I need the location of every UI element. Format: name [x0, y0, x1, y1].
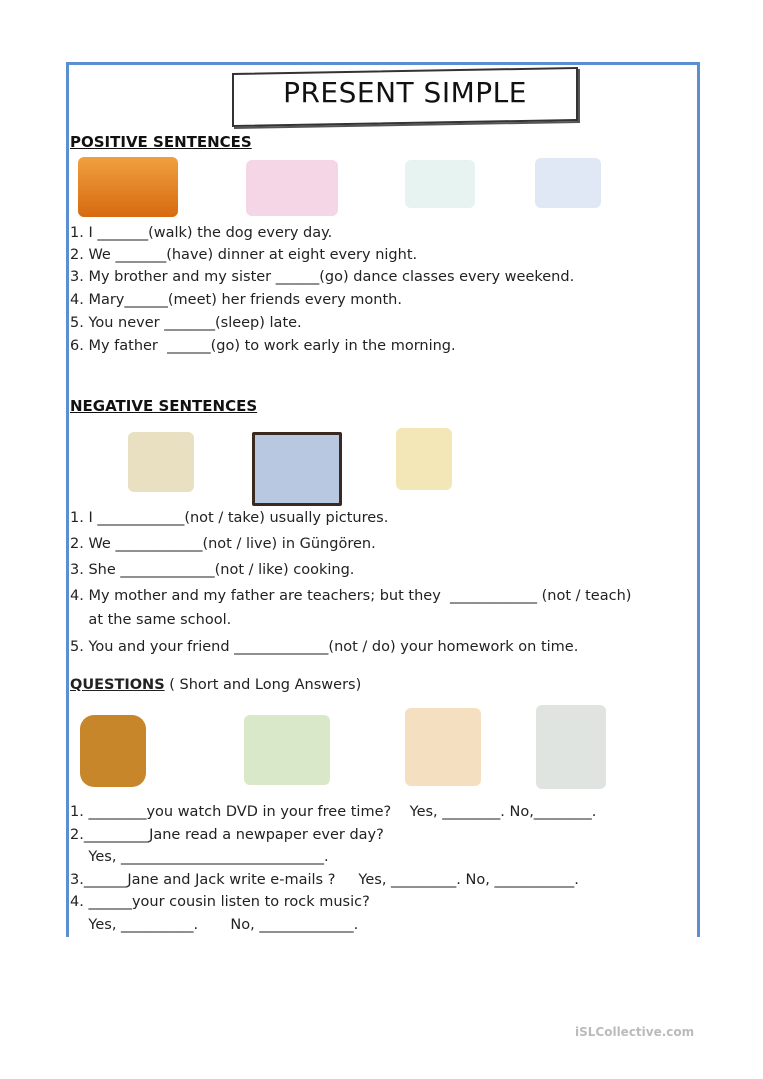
friends-image: [246, 160, 338, 216]
positive-item: 5. You never _______(sleep) late.: [70, 315, 302, 331]
negative-item: 5. You and your friend _____________(not / do) your homework on time.: [70, 639, 579, 655]
negative-heading: NEGATIVE SENTENCES: [70, 397, 258, 415]
page-title: PRESENT SIMPLE: [283, 76, 527, 109]
dog-walk-image: [78, 157, 178, 217]
positive-item: 6. My father ______(go) to work early in the morning.: [70, 338, 456, 354]
positive-item: 2. We _______(have) dinner at eight every night.: [70, 247, 418, 263]
newspaper-image: [536, 705, 606, 789]
negative-item: 3. She _____________(not / like) cooking.: [70, 562, 355, 578]
positive-item: 3. My brother and my sister ______(go) dance classes every weekend.: [70, 269, 575, 285]
computer-image: [244, 715, 330, 785]
question-item: Yes, __________. No, _____________.: [70, 917, 359, 933]
camera-image: [128, 432, 194, 492]
question-item: 1. ________you watch DVD in your free time? Yes, ________. No,________.: [70, 804, 597, 820]
negative-item: 2. We ____________(not / live) in Güngören.: [70, 536, 376, 552]
family-image: [252, 432, 342, 506]
questions-heading-row: [70, 677, 361, 693]
positive-item: 1. I _______(walk) the dog every day.: [70, 225, 333, 241]
watermark: iSLCollective.com: [575, 1025, 695, 1039]
chef-image: [396, 428, 452, 490]
music-image: [405, 708, 481, 786]
girl-dog-image: [405, 160, 475, 208]
questions-heading: QUESTIONS: [70, 677, 165, 693]
tv-image: [80, 715, 146, 787]
negative-item: 1. I ____________(not / take) usually pictures.: [70, 510, 389, 526]
questions-subheading: ( Short and Long Answers): [164, 677, 362, 693]
sleeping-image: [535, 158, 601, 208]
page-cutoff: [0, 937, 763, 1079]
question-item: 4. ______your cousin listen to rock music?: [70, 894, 370, 910]
negative-item: at the same school.: [70, 612, 232, 628]
question-item: 2._________Jane read a newpaper ever day?: [70, 827, 384, 843]
positive-heading: POSITIVE SENTENCES: [70, 133, 252, 151]
positive-item: 4. Mary______(meet) her friends every month.: [70, 292, 402, 308]
question-item: 3.______Jane and Jack write e-mails ? Yes, _________. No, ___________.: [70, 872, 579, 888]
question-item: Yes, ____________________________.: [70, 849, 329, 865]
negative-item: 4. My mother and my father are teachers; but they ____________ (not / teach): [70, 588, 632, 604]
